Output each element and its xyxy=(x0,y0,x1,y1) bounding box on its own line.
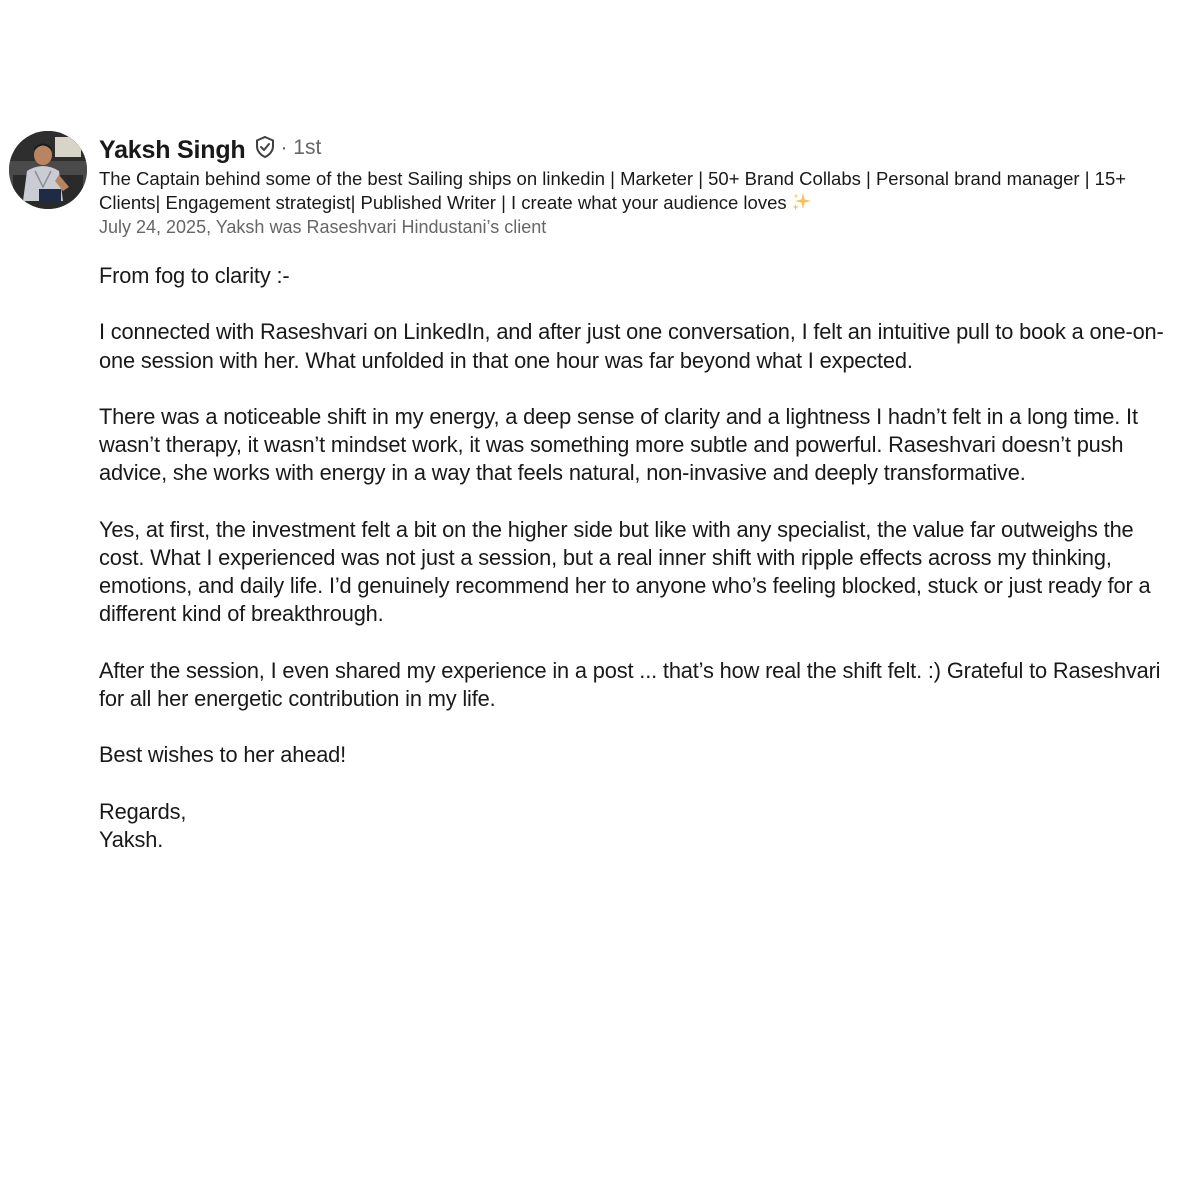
recommendation-date-relation: July 24, 2025, Yaksh was Raseshvari Hindustani’s client xyxy=(99,217,547,237)
author-headline xyxy=(99,167,1179,215)
paragraph: Best wishes to her ahead! xyxy=(99,742,347,768)
avatar[interactable] xyxy=(9,131,87,209)
paragraph: I connected with Raseshvari on LinkedIn, and after just one conversation, I felt an intuitive pull to book a one-on-one session with her. What unfolded in that one hour was far beyond what I expected. xyxy=(99,319,1164,373)
paragraph: After the session, I even shared my experience in a post ... that’s how real the shift felt. :) Grateful to Raseshvari for all her energetic contribution in my life. xyxy=(99,657,1161,711)
recommendation-body xyxy=(99,262,1184,882)
headline-text: The Captain behind some of the best Sailing ships on linkedin | Marketer | 50+ Brand Collabs | Personal brand manager | 15+ Clients| Engagement strategist| Published Writer | I create what your audience loves xyxy=(99,168,1127,213)
name-row xyxy=(99,133,1189,167)
shield-check-icon xyxy=(253,135,277,159)
paragraph: There was a noticeable shift in my energy, a deep sense of clarity and a lightness I hadn’t felt in a long time. It wasn’t therapy, it wasn’t mindset work, it was something more subtle and powerful. Raseshvari doesn’t push advice, she works with energy in a way that feels natural, non-invasive and deeply transformative. xyxy=(99,403,1138,486)
sparkles-icon xyxy=(791,192,811,212)
author-header xyxy=(99,133,1189,239)
paragraph-signoff: Regards, Yaksh. xyxy=(99,798,187,852)
paragraph: From fog to clarity :- xyxy=(99,263,290,288)
author-name[interactable]: Yaksh Singh xyxy=(99,135,246,164)
avatar-photo-icon xyxy=(9,131,87,209)
paragraph: Yes, at first, the investment felt a bit on the higher side but like with any specialist, the value far outweighs the cost. What I experienced was not just a session, but a real inner shift with ripple effects across my thinking, emotions, and daily life. I’d genuinely recommend her to anyone who’s feeling blocked, stuck or just ready for a different kind of breakthrough. xyxy=(99,516,1151,627)
connection-degree: · 1st xyxy=(280,136,322,159)
